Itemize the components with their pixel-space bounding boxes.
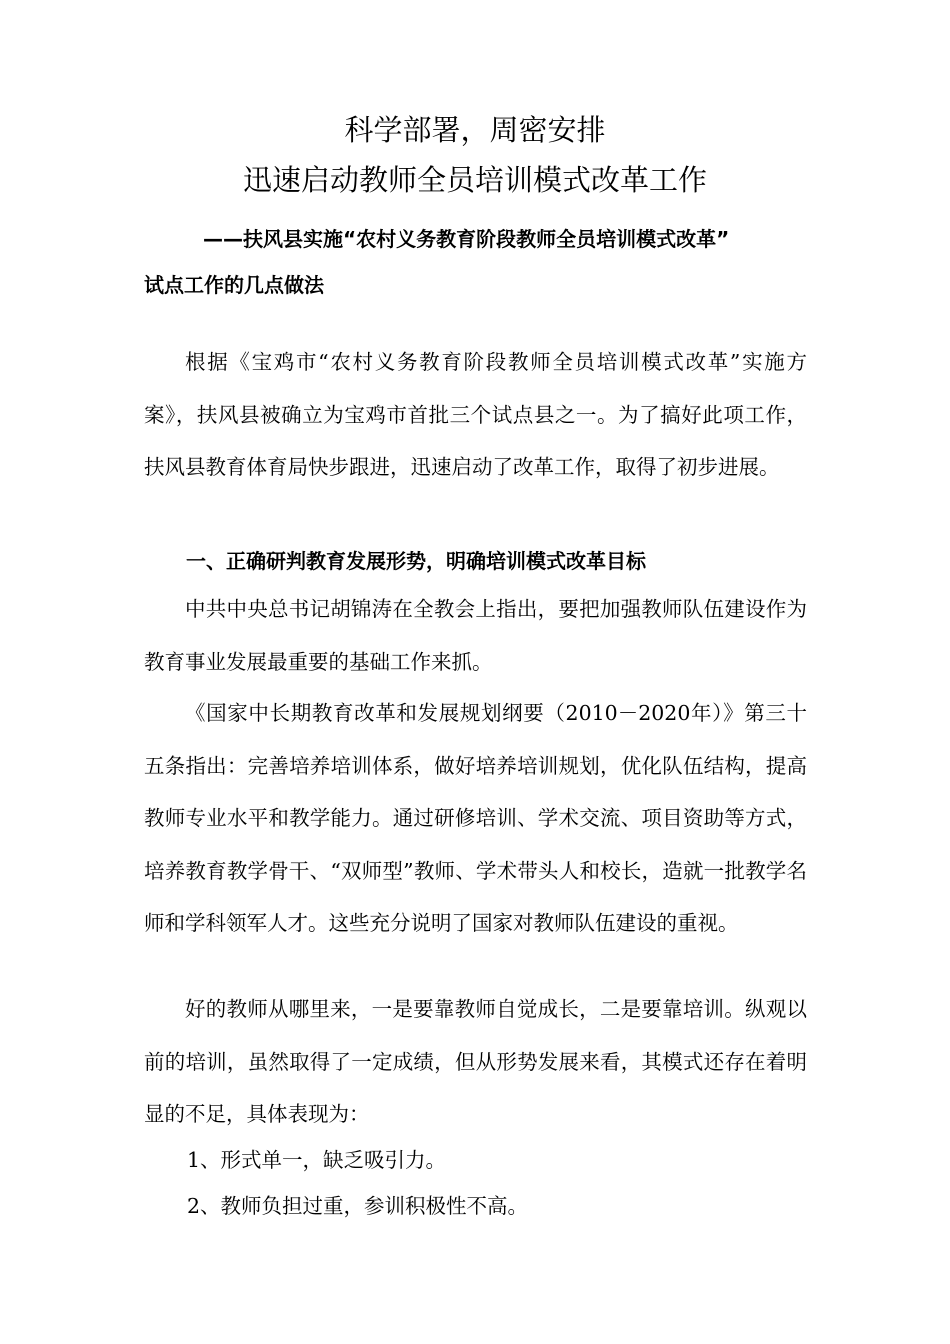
list-item-1: 1、形式单一，缺乏吸引力。 [187, 1148, 447, 1172]
list-item-2: 2、教师负担过重，参训积极性不高。 [187, 1194, 529, 1218]
paragraph-hu-jintao-quote: 中共中央总书记胡锦涛在全教会上指出，要把加强教师队伍建设作为教育事业发展最重要的基础工作来抓。 [144, 597, 807, 674]
section-heading-1: 一、正确研判教育发展形势，明确培训模式改革目标 [186, 549, 646, 573]
document-subtitle-line-2: 试点工作的几点做法 [144, 273, 324, 297]
paragraph-training-shortcomings: 好的教师从哪里来，一是要靠教师自觉成长，二是要靠培训。纵观以前的培训，虽然取得了一定成绩，但从形势发展来看，其模式还存在着明显的不足，具体表现为： [144, 997, 807, 1126]
document-title-line-2: 迅速启动教师全员培训模式改革工作 [242, 163, 707, 197]
document-title-line-1: 科学部署，周密安排 [344, 113, 606, 147]
paragraph-national-plan: 《国家中长期教育改革和发展规划纲要（2010－2020年）》第三十五条指出：完善培养培训体系，做好培养培训规划，优化队伍结构，提高教师专业水平和教学能力。通过研修培训、学术交流、项目资助等方式，培养教育教学骨干、“双师型”教师、学术带头人和校长，造就一批教学名师和学科领军人才。这些充分说明了国家对教师队伍建设的重视。 [144, 701, 807, 935]
paragraph-intro: 根据《宝鸡市“农村义务教育阶段教师全员培训模式改革”实施方案》，扶风县被确立为宝鸡市首批三个试点县之一。为了搞好此项工作，扶风县教育体育局快步跟进，迅速启动了改革工作，取得了初步进展。 [144, 350, 807, 479]
document-subtitle-line-1: ——扶风县实施“农村义务教育阶段教师全员培训模式改革” [203, 227, 730, 251]
